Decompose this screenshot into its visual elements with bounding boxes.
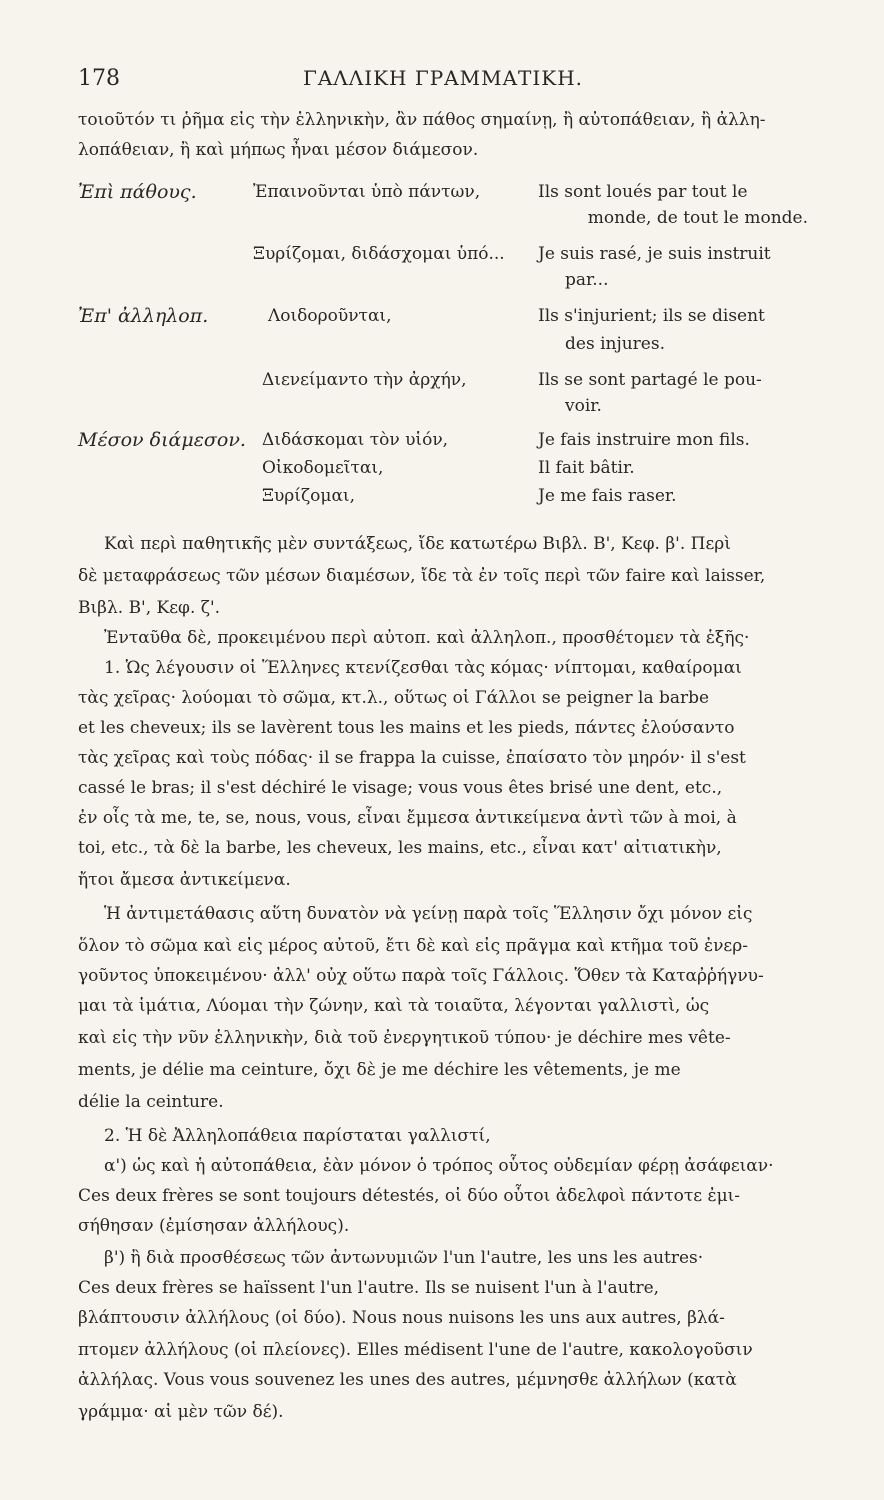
text-line: délie la ceinture. xyxy=(78,1092,224,1112)
text-line: μαι τὰ ἱμάτια, Λύομαι τὴν ζώνην, καὶ τὰ τοιαῦτα, λέγονται γαλλιστὶ, ὡς xyxy=(78,996,710,1016)
french-example-cont: des injures. xyxy=(565,334,665,354)
text-line: τοιοῦτόν τι ῥῆμα εἰς τὴν ἑλληνικὴν, ἂν πάθος σημαίνῃ, ἢ αὐτοπάθειαν, ἢ ἀλλη- xyxy=(78,110,766,130)
french-example-cont: par... xyxy=(565,270,609,290)
voice-label: Ἐπὶ πάθους. xyxy=(78,181,197,203)
french-example: Ils s'injurient; ils se disent xyxy=(538,306,765,326)
text-line: ἀλλήλας. Vous vous souvenez les unes des autres, μέμνησθε ἀλλήλων (κατὰ xyxy=(78,1370,737,1390)
page-number: 178 xyxy=(78,66,120,91)
text-line: Ἡ ἀντιμετάθασις αὕτη δυνατὸν νὰ γείνῃ παρὰ τοῖς Ἕλλησιν ὄχι μόνον εἰς xyxy=(104,904,753,924)
french-example: Il fait bâtir. xyxy=(538,458,635,478)
text-line: α') ὡς καὶ ἡ αὐτοπάθεια, ἐὰν μόνον ὁ τρόπος οὗτος οὐδεμίαν φέρῃ ἀσάφειαν· xyxy=(104,1156,774,1176)
greek-example: Ἐπαινοῦνται ὑπὸ πάντων, xyxy=(253,182,481,202)
text-line: ὅλον τὸ σῶμα καὶ εἰς μέρος αὐτοῦ, ἔτι δὲ καὶ εἰς πρᾶγμα καὶ κτῆμα τοῦ ἐνερ- xyxy=(78,936,748,956)
text-line: γράμμα· αἱ μὲν τῶν δέ). xyxy=(78,1402,284,1422)
text-line: τὰς χεῖρας· λούομαι τὸ σῶμα, κτ.λ., οὕτως οἱ Γάλλοι se peigner la barbe xyxy=(78,688,710,708)
text-line: Ces deux frères se haïssent l'un l'autre. Ils se nuisent l'un à l'autre, xyxy=(78,1278,660,1298)
greek-example: Ξυρίζομαι, διδάσχομαι ὑπό... xyxy=(253,244,505,264)
text-line: Καὶ περὶ παθητικῆς μὲν συντάξεως, ἴδε κατωτέρω Βιβλ. Β', Κεφ. β'. Περὶ xyxy=(104,534,731,554)
text-line: et les cheveux; ils se lavèrent tous les mains et les pieds, πάντες ἐλούσαντο xyxy=(78,718,735,738)
text-line: ments, je délie ma ceinture, ὄχι δὲ je me déchire les vêtements, je me xyxy=(78,1060,681,1080)
text-line: ἤτοι ἄμεσα ἀντικείμενα. xyxy=(78,870,291,890)
french-example: Je fais instruire mon fils. xyxy=(538,430,750,450)
text-line: γοῦντος ὑποκειμένου· ἀλλ' οὐχ οὕτω παρὰ τοῖς Γάλλοις. Ὅθεν τὰ Καταῤῥήγνυ- xyxy=(78,966,764,986)
text-line: σήθησαν (ἐμίσησαν ἀλλήλους). xyxy=(78,1216,350,1236)
french-example: Je suis rasé, je suis instruit xyxy=(538,244,771,264)
text-line: καὶ εἰς τὴν νῦν ἑλληνικὴν, διὰ τοῦ ἐνεργητικοῦ τύπου· je déchire mes vête- xyxy=(78,1028,731,1048)
text-line: ἐν οἷς τὰ me, te, se, nous, vous, εἶναι ἔμμεσα ἀντικείμενα ἀντὶ τῶν à moi, à xyxy=(78,808,737,828)
text-line: cassé le bras; il s'est déchiré le visage; vous vous êtes brisé une dent, etc., xyxy=(78,778,723,798)
french-example: Je me fais raser. xyxy=(538,486,677,506)
french-example-cont: monde, de tout le monde. xyxy=(587,208,808,228)
text-line: τὰς χεῖρας καὶ τοὺς πόδας· il se frappa la cuisse, ἐπαίσατο τὸν μηρόν· il s'est xyxy=(78,748,746,768)
text-line: βλάπτουσιν ἀλλήλους (οἱ δύο). Nous nous nuisons les uns aux autres, βλά- xyxy=(78,1308,725,1328)
text-line: 1. Ὡς λέγουσιν οἱ Ἕλληνες κτενίζεσθαι τὰς κόμας· νίπτομαι, καθαίρομαι xyxy=(104,658,742,678)
running-title: ΓΑΛΛΙΚΗ ΓΡΑΜΜΑΤΙΚΗ. xyxy=(302,66,583,90)
text-line: λοπάθειαν, ἢ καὶ μήπως ἦναι μέσον διάμεσον. xyxy=(78,140,479,160)
page-header xyxy=(78,66,808,94)
voice-label: Ἐπ' ἀλληλοπ. xyxy=(78,305,209,327)
text-line: Βιβλ. Β', Κεφ. ζ'. xyxy=(78,598,221,618)
text-line: Ἐνταῦθα δὲ, προκειμένου περὶ αὐτοπ. καὶ ἀλληλοπ., προσθέτομεν τὰ ἑξῆς· xyxy=(104,628,750,648)
greek-example: Ξυρίζομαι, xyxy=(262,486,356,506)
greek-example: Διδάσκομαι τὸν υἱόν, xyxy=(262,430,449,450)
text-line: β') ἢ διὰ προσθέσεως τῶν ἀντωνυμιῶν l'un l'autre, les uns les autres· xyxy=(104,1248,704,1268)
text-line: 2. Ἡ δὲ Ἀλληλοπάθεια παρίσταται γαλλιστί, xyxy=(104,1126,491,1146)
voice-label: Μέσον διάμεσον. xyxy=(78,429,246,451)
greek-example: Λοιδοροῦνται, xyxy=(268,306,392,326)
text-line: Ces deux frères se sont toujours détestés, οἱ δύο οὗτοι ἀδελφοὶ πάντοτε ἐμι- xyxy=(78,1186,741,1206)
french-example: Ils sont loués par tout le xyxy=(538,182,748,202)
french-example: Ils se sont partagé le pou- xyxy=(538,370,762,390)
text-line: toi, etc., τὰ δὲ la barbe, les cheveux, les mains, etc., εἶναι κατ' αἰτιατικὴν, xyxy=(78,838,722,858)
greek-example: Οἰκοδομεῖται, xyxy=(262,458,384,478)
text-line: πτομεν ἀλλήλους (οἱ πλείονες). Elles médisent l'une de l'autre, κακολογοῦσιν xyxy=(78,1340,753,1360)
greek-example: Διενείμαντο τὴν ἀρχήν, xyxy=(262,370,467,390)
french-example-cont: voir. xyxy=(565,396,602,416)
text-line: δὲ μεταφράσεως τῶν μέσων διαμέσων, ἴδε τὰ ἐν τοῖς περὶ τῶν faire καὶ laisser, xyxy=(78,566,766,586)
